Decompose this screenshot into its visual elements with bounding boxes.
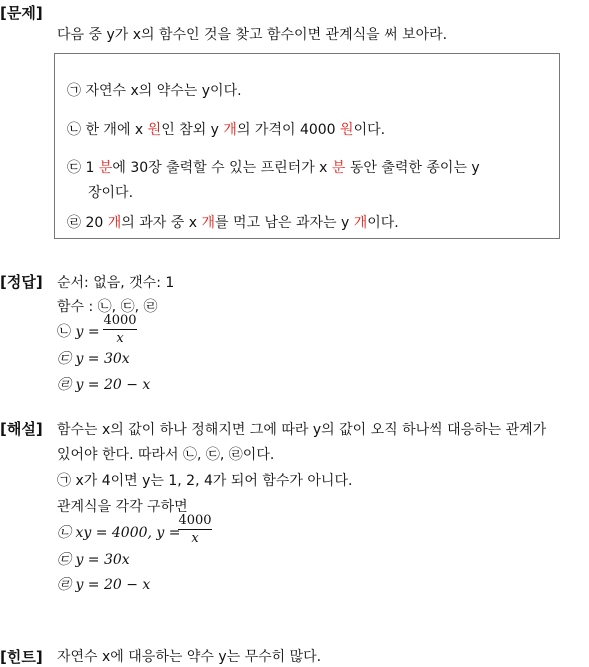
problem-tag: [문제] [0, 4, 43, 22]
item-text: 1 [85, 160, 95, 176]
item-mark: ㉠ [67, 83, 81, 99]
item-text: 동안 출력한 종이는 y [349, 160, 480, 176]
problem-item-3-cont: 장이다. [88, 185, 134, 201]
explain-tag: [해설] [0, 420, 43, 438]
item-text: 를 먹고 남은 과자는 y [214, 215, 350, 231]
item-mark: ㉢ [67, 160, 81, 176]
eq-mark: ㉡ [57, 324, 71, 340]
explain-line-2: 있어야 한다. 따라서 ㉡, ㉢, ㉣이다. [57, 447, 275, 463]
explain-line-4: 관계식을 각각 구하면 [57, 499, 188, 515]
fraction-numerator: 4000 [178, 513, 212, 528]
item-mark: ㉡ [67, 122, 81, 138]
problem-item-2 [67, 119, 385, 139]
item-text: 자연수 x의 약수는 y이다. [85, 83, 242, 99]
hint-text: 자연수 x에 대응하는 약수 y는 무수히 많다. [57, 649, 322, 665]
item-text: 한 개에 x [85, 122, 144, 138]
problem-prompt: 다음 중 y가 x의 함수인 것을 찾고 함수이면 관계식을 써 보아라. [57, 27, 448, 43]
item-text: 에 30장 출력할 수 있는 프린터가 x [112, 160, 328, 176]
answer-fraction [103, 313, 137, 346]
red-unit: 개 [107, 215, 122, 231]
answer-eq-2: ㉢ y = 30x [57, 351, 130, 367]
explain-eq-1: ㉡ xy = 4000, y = [57, 525, 181, 541]
fraction-numerator: 4000 [103, 313, 137, 328]
red-unit: 원 [147, 122, 162, 138]
red-unit: 개 [223, 122, 237, 138]
item-text: 이다. [353, 122, 386, 138]
explain-line-3: ㉠ x가 4이면 y는 1, 2, 4가 되어 함수가 아니다. [57, 473, 353, 489]
problem-item-3 [67, 157, 480, 177]
answer-eq-1 [57, 321, 100, 341]
fraction-denominator: x [191, 531, 199, 546]
answer-eq-3: ㉣ y = 20 − x [57, 377, 151, 393]
hint-tag: [힌트] [0, 648, 43, 666]
explain-line-1: 함수는 x의 값이 하나 정해지면 그에 따라 y의 값이 오직 하나씩 대응하는 관계가 [57, 422, 547, 438]
red-unit: 원 [340, 122, 354, 138]
red-unit: 개 [353, 215, 368, 231]
answer-line-2: 함수 : ㉡, ㉢, ㉣ [57, 299, 158, 315]
item-text: 의 가격이 4000 [236, 122, 336, 138]
fraction-denominator: x [116, 331, 124, 346]
eq-lhs: y = [75, 324, 100, 340]
item-mark: ㉣ [67, 215, 81, 231]
item-text: 20 [85, 215, 104, 231]
fraction-bar [103, 329, 137, 330]
item-text: 이다. [367, 215, 399, 231]
red-unit: 분 [98, 160, 113, 176]
red-unit: 개 [201, 215, 215, 231]
answer-tag: [정답] [0, 273, 43, 291]
problem-item-1 [67, 80, 242, 100]
problem-item-4 [67, 212, 399, 232]
explain-fraction [178, 513, 212, 546]
answer-line-1: 순서: 없음, 갯수: 1 [57, 275, 175, 291]
fraction-bar [178, 529, 212, 530]
red-unit: 분 [331, 160, 346, 176]
explain-eq-3: ㉣ y = 20 − x [57, 577, 151, 593]
item-text: 인 참외 y [161, 122, 219, 138]
explain-eq-2: ㉢ y = 30x [57, 552, 130, 568]
item-text: 의 과자 중 x [121, 215, 197, 231]
